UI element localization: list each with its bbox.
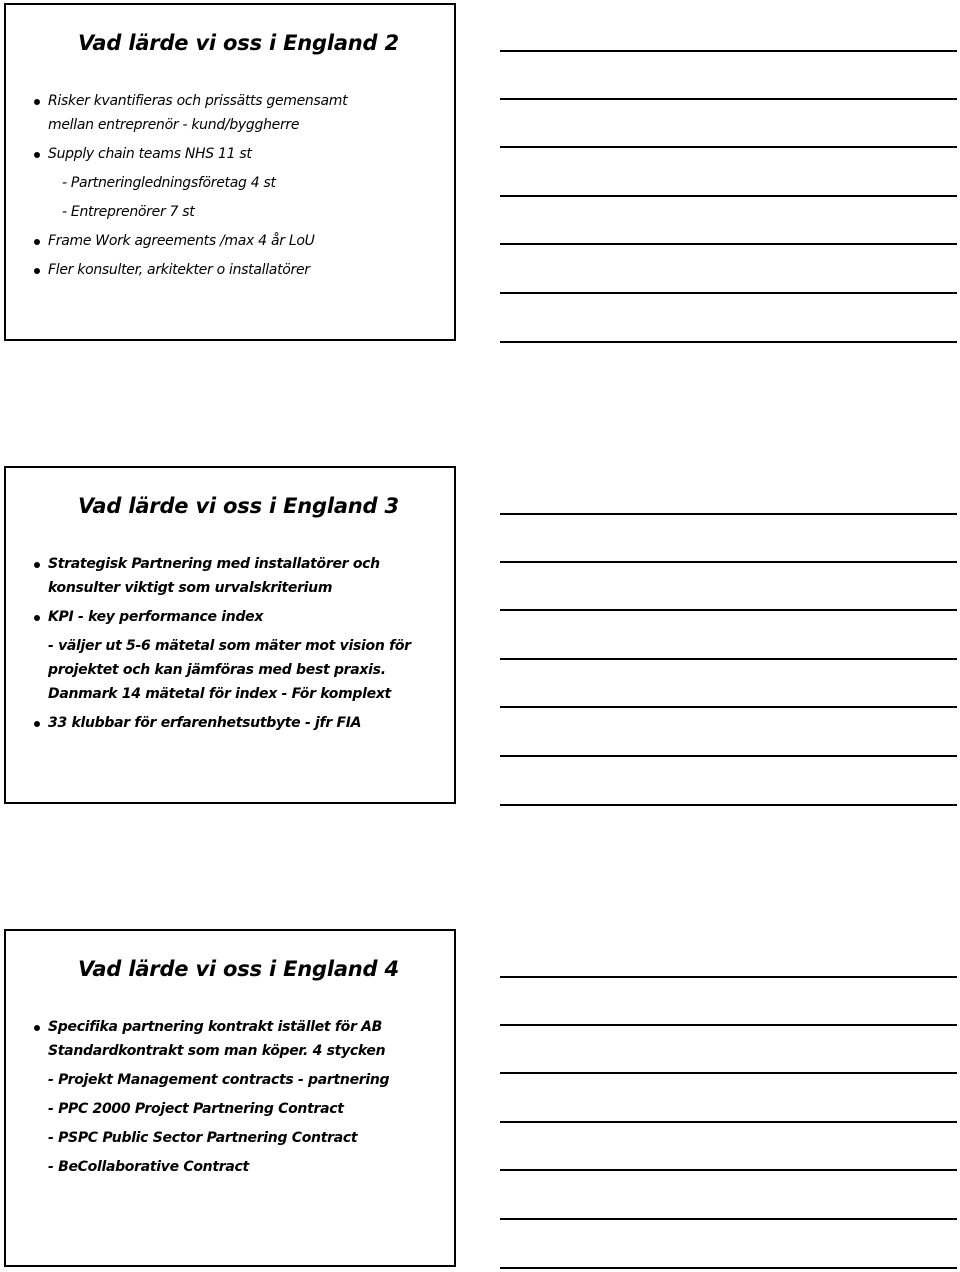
note-line bbox=[500, 804, 957, 806]
bullet-item bbox=[32, 1015, 448, 1039]
note-line bbox=[500, 341, 957, 343]
note-line bbox=[500, 513, 957, 515]
bullet-continuation: mellan entreprenör - kund/byggherre bbox=[48, 117, 300, 133]
bullet-item bbox=[32, 142, 448, 166]
note-line bbox=[500, 146, 957, 148]
sub-item: - väljer ut 5-6 mätetal som mäter mot vision för bbox=[48, 638, 411, 654]
sub-item: - Partneringledningsföretag 4 st bbox=[62, 175, 276, 191]
line-text: 33 klubbar för erfarenhetsutbyte - jfr FIA bbox=[48, 715, 362, 731]
note-line bbox=[500, 1267, 957, 1269]
bullet-dot-icon bbox=[34, 152, 40, 158]
note-line bbox=[500, 1169, 957, 1171]
line-text: Supply chain teams NHS 11 st bbox=[48, 146, 252, 162]
line-text: KPI - key performance index bbox=[48, 609, 264, 625]
bullet-item bbox=[32, 229, 448, 253]
note-line bbox=[500, 50, 957, 52]
sub-item-continuation: Danmark 14 mätetal för index - För komplext bbox=[48, 686, 391, 702]
slide-england-3 bbox=[4, 466, 456, 804]
slide-title: Vad lärde vi oss i England 2 bbox=[78, 31, 399, 55]
sub-item: - PSPC Public Sector Partnering Contract bbox=[48, 1130, 358, 1146]
note-line bbox=[500, 1121, 957, 1123]
note-line bbox=[500, 1024, 957, 1026]
note-line bbox=[500, 755, 957, 757]
note-line bbox=[500, 658, 957, 660]
note-line bbox=[500, 1218, 957, 1220]
note-line bbox=[500, 243, 957, 245]
sub-item: - Projekt Management contracts - partnering bbox=[48, 1072, 390, 1088]
line-text: Specifika partnering kontrakt istället för AB bbox=[48, 1019, 383, 1035]
bullet-item bbox=[32, 552, 448, 576]
slide-england-4 bbox=[4, 929, 456, 1267]
bullet-dot-icon bbox=[34, 239, 40, 245]
bullet-item bbox=[32, 605, 448, 629]
note-line bbox=[500, 976, 957, 978]
bullet-dot-icon bbox=[34, 721, 40, 727]
bullet-item bbox=[32, 89, 448, 113]
bullet-continuation: konsulter viktigt som urvalskriterium bbox=[48, 580, 333, 596]
bullet-dot-icon bbox=[34, 1025, 40, 1031]
bullet-dot-icon bbox=[34, 268, 40, 274]
line-text: Strategisk Partnering med installatörer och bbox=[48, 556, 380, 572]
note-line bbox=[500, 561, 957, 563]
line-text: Risker kvantifieras och prissätts gemensamt bbox=[48, 93, 348, 109]
line-text: Frame Work agreements /max 4 år LoU bbox=[48, 233, 315, 249]
slide-title: Vad lärde vi oss i England 3 bbox=[78, 494, 399, 518]
bullet-dot-icon bbox=[34, 615, 40, 621]
note-line bbox=[500, 1072, 957, 1074]
note-line bbox=[500, 609, 957, 611]
slide-england-2 bbox=[4, 3, 456, 341]
slide-body bbox=[32, 1015, 448, 1179]
sub-item: - PPC 2000 Project Partnering Contract bbox=[48, 1101, 344, 1117]
bullet-continuation: Standardkontrakt som man köper. 4 stycken bbox=[48, 1043, 386, 1059]
slide-title: Vad lärde vi oss i England 4 bbox=[78, 957, 399, 981]
line-text: Fler konsulter, arkitekter o installatörer bbox=[48, 262, 310, 278]
note-line bbox=[500, 706, 957, 708]
slide-body bbox=[32, 89, 448, 282]
bullet-dot-icon bbox=[34, 562, 40, 568]
bullet-dot-icon bbox=[34, 99, 40, 105]
note-line bbox=[500, 292, 957, 294]
note-line bbox=[500, 98, 957, 100]
bullet-item bbox=[32, 258, 448, 282]
note-line bbox=[500, 195, 957, 197]
sub-item: - BeCollaborative Contract bbox=[48, 1159, 249, 1175]
bullet-item bbox=[32, 711, 448, 735]
sub-item: - Entreprenörer 7 st bbox=[62, 204, 195, 220]
slide-body bbox=[32, 552, 448, 735]
sub-item-continuation: projektet och kan jämföras med best praxis. bbox=[48, 662, 386, 678]
